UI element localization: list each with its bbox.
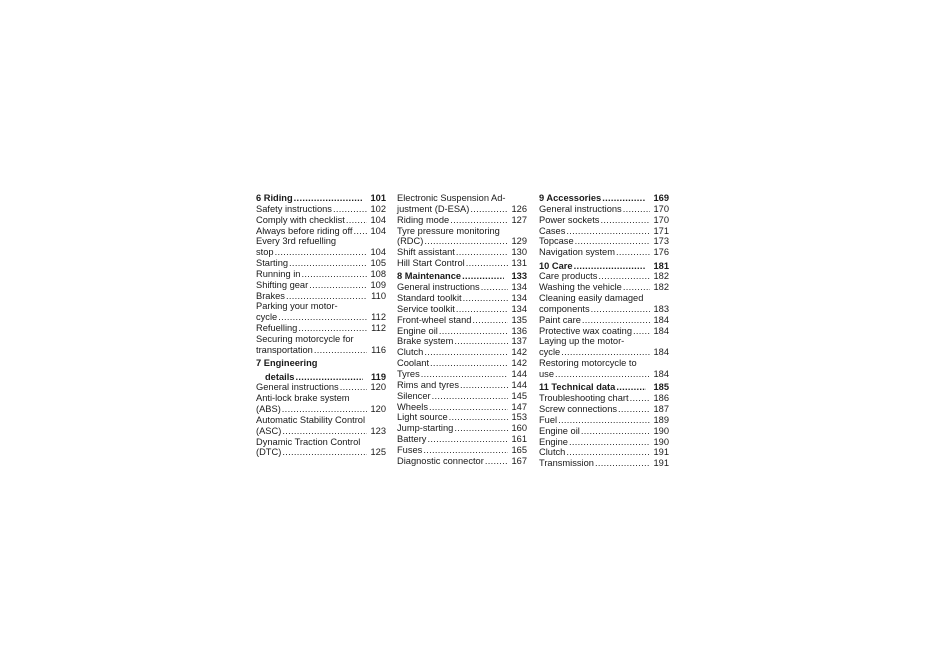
toc-entry-title: Care products xyxy=(539,271,598,282)
toc-entry-continuation[interactable]: Tyre pressure monitoring xyxy=(397,225,500,236)
toc-page-number: 184 xyxy=(653,347,669,358)
dot-leader xyxy=(278,312,367,323)
toc-entry[interactable] xyxy=(256,345,386,356)
toc-page-number: 134 xyxy=(511,303,527,314)
toc-entry[interactable] xyxy=(539,204,669,215)
toc-entry-title: 9 Accessories xyxy=(539,193,602,203)
toc-entry-title: Shifting gear xyxy=(256,279,309,290)
toc-entry-title: Shift assistant xyxy=(397,247,455,258)
toc-page-number: 137 xyxy=(511,336,527,347)
toc-entry-continuation[interactable]: Parking your motor- xyxy=(256,301,338,312)
toc-page-number: 135 xyxy=(511,314,527,325)
toc-entry-title: Protective wax coating xyxy=(539,325,633,336)
toc-entry-title: stop xyxy=(256,247,274,258)
toc-page-number: 161 xyxy=(511,434,527,445)
toc-section-heading-line[interactable]: 7 Engineering xyxy=(256,358,318,369)
toc-entry-continuation[interactable]: Laying up the motor- xyxy=(539,336,625,347)
dot-leader xyxy=(555,369,650,380)
toc-column-2 xyxy=(397,193,527,467)
toc-entry-title: Washing the vehicle xyxy=(539,282,622,293)
toc-entry[interactable] xyxy=(397,204,527,215)
toc-page-number: 144 xyxy=(511,369,527,379)
toc-page-number: 130 xyxy=(511,247,527,258)
toc-entry-title: 6 Riding xyxy=(256,193,293,203)
toc-page-number: 123 xyxy=(370,425,386,436)
dot-leader xyxy=(427,434,508,445)
toc-entry-title: Battery xyxy=(397,434,427,445)
dot-leader xyxy=(598,271,650,282)
dot-leader xyxy=(289,258,367,269)
dot-leader xyxy=(463,293,508,304)
toc-entry[interactable] xyxy=(539,304,669,315)
dot-leader xyxy=(314,345,367,356)
toc-page-number: 160 xyxy=(511,423,527,434)
toc-entry[interactable] xyxy=(539,369,669,380)
dot-leader xyxy=(616,247,650,258)
toc-page-number: 134 xyxy=(511,282,527,293)
dot-leader xyxy=(421,369,508,380)
toc-entry-continuation[interactable]: Every 3rd refuelling xyxy=(256,236,337,247)
toc-page-number: 171 xyxy=(653,225,669,236)
toc-page-number: 191 xyxy=(653,447,669,458)
toc-entry[interactable] xyxy=(539,236,669,247)
toc-entry-title: Safety instructions xyxy=(256,203,332,214)
dot-leader xyxy=(602,193,646,204)
toc-entry[interactable] xyxy=(539,247,669,258)
toc-entry[interactable] xyxy=(397,423,527,434)
dot-leader xyxy=(470,204,508,215)
toc-entry[interactable] xyxy=(397,258,527,269)
toc-page-number: 104 xyxy=(370,225,386,236)
toc-entry[interactable] xyxy=(539,226,669,237)
toc-entry[interactable] xyxy=(256,269,386,280)
toc-entry[interactable] xyxy=(256,247,386,258)
toc-page-number: 131 xyxy=(511,258,527,269)
toc-entry[interactable] xyxy=(256,215,386,226)
toc-entry[interactable] xyxy=(397,336,527,347)
toc-page-number: 182 xyxy=(653,271,669,282)
dot-leader xyxy=(454,423,508,434)
toc-entry[interactable] xyxy=(256,226,386,237)
toc-page-number: 112 xyxy=(371,312,386,323)
toc-entry-title: 8 Maintenance xyxy=(397,271,462,282)
toc-page-number: 110 xyxy=(371,290,386,301)
toc-page-number: 170 xyxy=(653,214,669,225)
toc-entry-continuation[interactable]: Dynamic Traction Control xyxy=(256,436,361,447)
toc-entry-continuation[interactable]: Automatic Stability Control xyxy=(256,414,366,425)
toc-entry[interactable] xyxy=(539,271,669,282)
dot-leader xyxy=(466,258,508,269)
toc-entry-continuation[interactable]: Anti-lock brake system xyxy=(256,393,350,404)
dot-leader xyxy=(462,271,504,282)
toc-page-number: 145 xyxy=(511,390,527,401)
toc-entry-title: Riding mode xyxy=(397,214,450,225)
toc-entry-title: Clutch xyxy=(397,347,424,358)
toc-entry[interactable] xyxy=(256,323,386,334)
dot-leader xyxy=(432,391,508,402)
toc-entry-title: Engine xyxy=(539,436,568,447)
toc-entry-title: Refuelling xyxy=(256,323,298,334)
toc-entry[interactable] xyxy=(539,326,669,337)
dot-leader xyxy=(600,215,650,226)
dot-leader xyxy=(623,282,650,293)
dot-leader xyxy=(456,304,508,315)
toc-entry[interactable] xyxy=(539,437,669,448)
toc-entry-continuation[interactable]: Electronic Suspension Ad- xyxy=(397,193,506,203)
dot-leader xyxy=(424,347,508,358)
toc-entry[interactable] xyxy=(397,315,527,326)
toc-section-heading[interactable] xyxy=(539,193,669,204)
toc-section-heading[interactable] xyxy=(256,193,386,204)
dot-leader xyxy=(346,215,367,226)
toc-entry-title: Paint care xyxy=(539,314,581,325)
dot-leader xyxy=(294,193,363,204)
toc-entry-continuation[interactable]: Restoring motorcycle to xyxy=(539,358,637,369)
toc-entry[interactable] xyxy=(397,445,527,456)
toc-entry-title: Coolant xyxy=(397,358,430,369)
toc-page-number: 109 xyxy=(370,279,386,290)
toc-entry-continuation[interactable]: Cleaning easily damaged xyxy=(539,293,644,304)
toc-entry[interactable] xyxy=(256,382,386,393)
toc-entry[interactable] xyxy=(256,312,386,323)
toc-entry-title: Brake system xyxy=(397,336,454,347)
toc-entry[interactable] xyxy=(539,415,669,426)
toc-page-number: 136 xyxy=(511,325,527,336)
toc-entry[interactable] xyxy=(397,247,527,258)
toc-section-heading[interactable] xyxy=(539,261,669,272)
toc-page-number: 101 xyxy=(370,193,386,203)
toc-page-number: 120 xyxy=(370,404,386,415)
toc-entry[interactable] xyxy=(256,291,386,302)
toc-page-number: 134 xyxy=(511,293,527,304)
dot-leader xyxy=(286,291,367,302)
toc-page-number: 116 xyxy=(371,344,386,355)
toc-entry-title: details xyxy=(265,371,295,382)
toc-page-number: 184 xyxy=(653,325,669,336)
dot-leader xyxy=(633,326,650,337)
dot-leader xyxy=(574,261,646,272)
toc-page-number: 170 xyxy=(653,203,669,214)
toc-section-heading[interactable] xyxy=(256,372,386,383)
toc-entry-continuation[interactable]: Securing motorcycle for xyxy=(256,333,354,344)
toc-entry-title: cycle xyxy=(256,312,278,323)
toc-entry[interactable] xyxy=(256,280,386,291)
toc-entry-title: Clutch xyxy=(539,447,566,458)
dot-leader xyxy=(295,372,363,383)
toc-entry-title: Troubleshooting chart xyxy=(539,393,629,404)
dot-leader xyxy=(485,456,508,467)
toc-page-number: 173 xyxy=(653,236,669,247)
toc-page-number: 184 xyxy=(653,369,669,379)
toc-page-number: 144 xyxy=(511,379,527,390)
dot-leader xyxy=(423,445,508,456)
toc-entry-title: Always before riding off xyxy=(256,225,353,236)
toc-entry-title: Standard toolkit xyxy=(397,293,462,304)
toc-page-number: 102 xyxy=(370,203,386,214)
toc-entry-title: General instructions xyxy=(256,382,339,393)
toc-page-number: 133 xyxy=(511,271,527,282)
dot-leader xyxy=(454,336,508,347)
dot-leader xyxy=(282,426,367,437)
toc-page-number: 167 xyxy=(511,455,527,466)
dot-leader xyxy=(282,447,367,458)
dot-leader xyxy=(460,380,508,391)
toc-entry-title: justment (D-ESA) xyxy=(397,203,470,214)
dot-leader xyxy=(450,215,508,226)
toc-entry[interactable] xyxy=(256,404,386,415)
toc-entry-title: (DTC) xyxy=(256,447,282,458)
dot-leader xyxy=(424,236,508,247)
toc-entry-title: Starting xyxy=(256,258,289,269)
toc-entry[interactable] xyxy=(256,447,386,458)
toc-entry-title: Fuses xyxy=(397,444,423,455)
toc-entry[interactable] xyxy=(539,282,669,293)
toc-page-number: 112 xyxy=(371,323,386,334)
toc-page-number: 105 xyxy=(370,258,386,269)
dot-leader xyxy=(309,280,367,291)
toc-entry[interactable] xyxy=(397,326,527,337)
toc-entry[interactable] xyxy=(397,347,527,358)
toc-entry-title: transportation xyxy=(256,344,313,355)
dot-leader xyxy=(439,326,508,337)
toc-entry-title: Engine oil xyxy=(397,325,438,336)
toc-page-number: 189 xyxy=(653,414,669,425)
toc-entry[interactable] xyxy=(539,347,669,358)
toc-entry-title: Topcase xyxy=(539,236,574,247)
toc-page-number: 190 xyxy=(653,425,669,436)
toc-entry-title: Transmission xyxy=(539,458,594,469)
dot-leader xyxy=(569,437,650,448)
dot-leader xyxy=(558,415,650,426)
toc-page-number: 120 xyxy=(370,382,386,393)
dot-leader xyxy=(616,382,646,393)
toc-page-number: 187 xyxy=(653,404,669,415)
dot-leader xyxy=(456,247,508,258)
toc-page-number: 127 xyxy=(511,214,527,225)
dot-leader xyxy=(591,304,650,315)
toc-page-number: 153 xyxy=(511,412,527,423)
toc-page-number: 165 xyxy=(511,444,527,455)
toc-entry-title: Power sockets xyxy=(539,214,600,225)
toc-page-number: 129 xyxy=(511,236,527,247)
toc-entry-title: Light source xyxy=(397,412,448,423)
toc-entry[interactable] xyxy=(397,434,527,445)
toc-entry-title: Brakes xyxy=(256,290,285,301)
toc-entry-title: Comply with checklist xyxy=(256,214,345,225)
toc-entry-title: (RDC) xyxy=(397,236,424,247)
toc-page-number: 190 xyxy=(653,436,669,447)
toc-entry-title: Wheels xyxy=(397,401,429,412)
toc-page-number: 181 xyxy=(653,260,669,271)
dot-leader xyxy=(340,382,367,393)
dot-leader xyxy=(623,204,650,215)
toc-entry[interactable] xyxy=(539,393,669,404)
toc-section-heading[interactable] xyxy=(539,382,669,393)
dot-leader xyxy=(429,402,508,413)
toc-entry[interactable] xyxy=(539,315,669,326)
toc-page-number: 191 xyxy=(653,458,669,469)
toc-entry[interactable] xyxy=(539,426,669,437)
dot-leader xyxy=(430,358,508,369)
toc-entry-title: Service toolkit xyxy=(397,303,455,314)
toc-entry-title: Hill Start Control xyxy=(397,258,465,269)
dot-leader xyxy=(275,247,367,258)
toc-page-number: 185 xyxy=(653,382,669,393)
toc-entry-title: General instructions xyxy=(539,203,622,214)
toc-entry-title: Running in xyxy=(256,268,301,279)
toc-entry[interactable] xyxy=(256,426,386,437)
dot-leader xyxy=(630,393,650,404)
dot-leader xyxy=(618,404,650,415)
toc-entry[interactable] xyxy=(397,304,527,315)
toc-entry[interactable] xyxy=(539,404,669,415)
dot-leader xyxy=(561,347,650,358)
dot-leader xyxy=(566,226,650,237)
toc-entry-title: Fuel xyxy=(539,414,558,425)
toc-page-number: 125 xyxy=(370,447,386,458)
toc-entry-title: (ABS) xyxy=(256,404,281,415)
dot-leader xyxy=(301,269,367,280)
toc-entry-title: 11 Technical data xyxy=(539,382,616,393)
toc-entry[interactable] xyxy=(397,402,527,413)
toc-entry-title: Silencer xyxy=(397,390,431,401)
toc-entry-title: Screw connections xyxy=(539,404,618,415)
toc-entry-title: 10 Care xyxy=(539,260,573,271)
toc-entry-title: Rims and tyres xyxy=(397,379,459,390)
dot-leader xyxy=(582,315,650,326)
toc-entry-title: General instructions xyxy=(397,282,480,293)
toc-entry[interactable] xyxy=(397,391,527,402)
toc-entry[interactable] xyxy=(397,369,527,380)
toc-entry-title: Diagnostic connector xyxy=(397,455,484,466)
dot-leader xyxy=(472,315,508,326)
dot-leader xyxy=(595,458,650,469)
dot-leader xyxy=(581,426,650,437)
toc-entry[interactable] xyxy=(539,458,669,469)
toc-column-1 xyxy=(256,193,386,458)
toc-page-number: 108 xyxy=(370,268,386,279)
dot-leader xyxy=(282,404,367,415)
dot-leader xyxy=(449,412,508,423)
toc-entry[interactable] xyxy=(539,447,669,458)
toc-entry-title: (ASC) xyxy=(256,425,282,436)
toc-page-number: 169 xyxy=(653,193,669,203)
dot-leader xyxy=(353,226,367,237)
toc-entry-title: Engine oil xyxy=(539,425,580,436)
toc-page-number: 184 xyxy=(653,314,669,325)
toc-column-3 xyxy=(539,193,669,469)
toc-page-number: 183 xyxy=(653,303,669,314)
toc-entry[interactable] xyxy=(397,380,527,391)
dot-leader xyxy=(298,323,367,334)
toc-entry-title: Tyres xyxy=(397,369,420,379)
dot-leader xyxy=(333,204,367,215)
toc-page-number: 182 xyxy=(653,282,669,293)
dot-leader xyxy=(566,447,650,458)
toc-entry-title: Front-wheel stand xyxy=(397,314,472,325)
toc-entry-title: Cases xyxy=(539,225,566,236)
toc-entry[interactable] xyxy=(397,215,527,226)
toc-entry[interactable] xyxy=(256,258,386,269)
toc-page-number: 126 xyxy=(511,203,527,214)
toc-entry-title: use xyxy=(539,369,554,379)
toc-page-number: 104 xyxy=(370,214,386,225)
toc-page-number: 142 xyxy=(511,358,527,369)
toc-entry[interactable] xyxy=(397,412,527,423)
toc-page-number: 119 xyxy=(371,371,386,382)
toc-page-number: 147 xyxy=(511,401,527,412)
toc-entry[interactable] xyxy=(397,293,527,304)
toc-entry[interactable] xyxy=(539,215,669,226)
toc-page-number: 142 xyxy=(511,347,527,358)
toc-entry-title: cycle xyxy=(539,347,561,358)
toc-page-number: 104 xyxy=(370,247,386,258)
toc-page-number: 176 xyxy=(653,247,669,258)
toc-entry-title: components xyxy=(539,303,590,314)
toc-entry[interactable] xyxy=(397,456,527,467)
toc-page-number: 186 xyxy=(653,393,669,404)
toc-entry-title: Navigation system xyxy=(539,247,615,258)
dot-leader xyxy=(575,236,650,247)
toc-entry[interactable] xyxy=(256,204,386,215)
toc-section-heading[interactable] xyxy=(397,271,527,282)
toc-entry-title: Jump-starting xyxy=(397,423,454,434)
dot-leader xyxy=(481,282,508,293)
toc-entry[interactable] xyxy=(397,236,527,247)
toc-entry[interactable] xyxy=(397,282,527,293)
toc-entry[interactable] xyxy=(397,358,527,369)
